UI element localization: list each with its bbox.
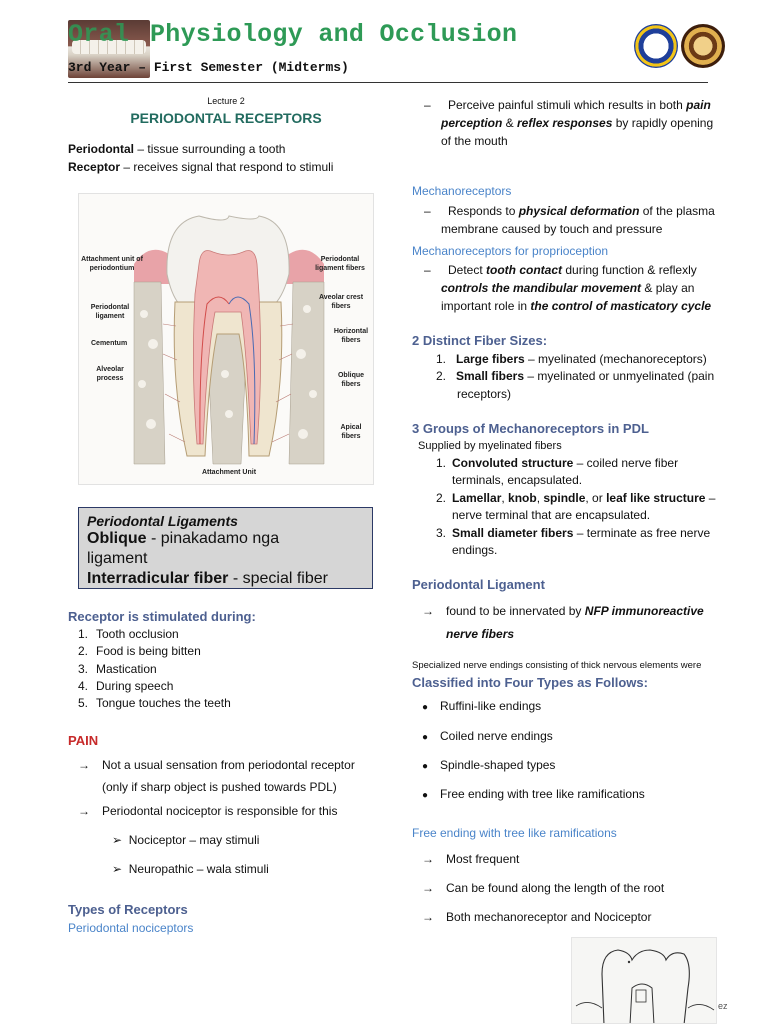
stimulated-heading: Receptor is stimulated during: [68,609,256,624]
type-coiled: ● Coiled nerve endings [422,729,553,743]
perceive-item-cont: perception & reflex responses by rapidly opening [441,116,714,130]
free-ending-heading: Free ending with tree like ramifications [412,826,617,840]
label-alveolar-crest-fibers: Aveolar crest fibers [318,294,364,310]
list-item: 2. Food is being bitten [78,644,201,659]
type-ruffini: ● Ruffini-like endings [422,699,542,713]
course-subtitle: 3rd Year – First Semester (Midterms) [68,60,349,75]
label-attachment-unit: Attachment Unit [201,469,257,476]
groups-note: Supplied by myelinated fibers [418,440,562,452]
list-item: 1. Tooth occlusion [78,627,179,641]
pain-item-usual-sensation-cont: (only if sharp object is pushed towards PDL) [102,780,337,794]
list-item: 4. During speech [78,678,174,693]
free-item-both: → Both mechanoreceptor and Nociceptor [422,910,652,924]
arrowhead-bullet-icon: ➢ [112,833,129,847]
tooth-anatomy-figure [78,193,374,485]
fiber-item-small-cont: receptors) [457,387,512,401]
list-item: 3. Mastication [78,661,157,676]
periodontal-ligaments-callout [78,507,373,589]
arrow-right-icon: → [422,881,434,895]
course-title-oral: Oral [68,20,130,49]
lecture-label: Lecture 2 [207,96,245,106]
classified-heading: Classified into Four Types as Follows: [412,675,648,690]
label-oblique-fibers: Oblique fibers [337,372,365,388]
definition-receptor: Receptor – receives signal that respond to stimuli [68,160,334,174]
bullet-dot-icon: ● [422,732,429,743]
group-item-lamellar: 2. Lamellar, knob, spindle, or leaf like structure – [436,491,716,505]
stimulated-list [78,626,231,712]
course-title-rest: Physiology and Occlusion [150,20,518,49]
label-periodontal-ligament: Periodontal ligament [90,304,130,320]
pdl-heading: Periodontal Ligament [412,577,545,592]
college-seal-icon [681,24,725,68]
list-item: 5. Tongue touches the teeth [78,696,231,711]
pain-heading: PAIN [68,733,99,748]
course-title [68,20,518,49]
perceive-item-cont2: of the mouth [441,134,508,148]
university-seal-icon [634,24,678,68]
type-free-ending: ● Free ending with tree like ramifications [422,787,645,801]
free-item-frequent: → Most frequent [422,852,520,866]
label-pdl-fibers: Periodontal ligament fibers [315,256,365,272]
pain-item-nociceptor: → Periodontal nociceptor is responsible for this [78,800,337,822]
callout-title: Periodontal Ligaments [87,513,238,529]
page-header [68,20,708,80]
label-horizontal-fibers: Horizontal fibers [333,328,369,344]
pain-sub-nociceptor: ➢ Nociceptor – may stimuli [112,833,260,847]
group-item-convoluted: 1. Convoluted structure – coiled nerve fiber [436,456,679,470]
label-apical-fibers: Apical fibers [340,424,362,440]
specialized-note: Specialized nerve endings consisting of thick nervous elements were [412,660,702,671]
tooth-sketch-drawing [572,938,717,1024]
arrow-right-icon: → [422,910,434,924]
definition-periodontal: Periodontal – tissue surrounding a tooth [68,142,286,156]
bullet-dot-icon: ● [422,702,429,713]
callout-line-oblique: Oblique - pinakadamo nga [87,530,280,547]
perceive-item: – Perceive painful stimuli which results in both pain [424,98,711,112]
free-item-length: → Can be found along the length of the root [422,881,665,895]
fiber-sizes-heading: 2 Distinct Fiber Sizes: [412,333,548,348]
header-divider [68,82,708,83]
types-subheading: Periodontal nociceptors [68,921,194,935]
pdl-item: → found to be innervated by NFP immunoreactive [422,600,722,622]
proprioception-heading: Mechanoreceptors for proprioception [412,244,609,258]
label-cementum: Cementum [91,340,128,347]
pain-item-usual-sensation: → Not a usual sensation from periodontal receptor [78,754,355,776]
fiber-item-large: 1. Large fibers – myelinated (mechanoreceptors) [436,352,707,366]
proprio-item-cont: controls the mandibular movement & play an [441,281,695,295]
callout-line-interradicular: Interradicular fiber - special fiber [87,570,328,587]
mechanoreceptors-heading: Mechanoreceptors [412,184,512,198]
pain-sub-neuropathic: ➢ Neuropathic – wala stimuli [112,862,269,876]
label-alveolar-process: Alveolar process [96,366,124,382]
groups-heading: 3 Groups of Mechanoreceptors in PDL [412,421,649,436]
group-item-convoluted-cont: terminals, encapsulated. [452,473,583,487]
label-attachment-unit-periodontium: Attachment unit of periodontium [81,256,143,272]
arrow-right-icon: → [422,604,434,618]
footer-fragment: ez [718,1001,728,1011]
group-item-lamellar-cont: nerve terminal that are encapsulated. [452,508,651,522]
pdl-item-cont: nerve fibers [446,627,515,641]
arrowhead-bullet-icon: ➢ [112,862,129,876]
group-item-small-diameter-cont: endings. [452,543,498,557]
proprio-item: – Detect tooth contact during function & reflexly [424,263,697,277]
group-item-small-diameter: 3. Small diameter fibers – terminate as free nerve [436,526,711,540]
callout-line-ligament: ligament [87,550,148,567]
mech-item: – Responds to physical deformation of the plasma [424,204,715,218]
type-spindle: ● Spindle-shaped types [422,758,556,772]
mech-item-cont: membrane caused by touch and pressure [441,222,663,236]
section-title: PERIODONTAL RECEPTORS [130,110,322,126]
arrow-right-icon: → [422,852,434,866]
types-heading: Types of Receptors [68,902,188,917]
arrow-right-icon: → [78,804,90,818]
tooth-sketch-image [571,937,717,1024]
fiber-item-small: 2. Small fibers – myelinated or unmyelinated (pain [436,369,715,383]
bullet-dot-icon: ● [422,761,429,772]
arrow-right-icon: → [78,758,90,772]
proprio-item-cont2: important role in the control of masticatory cycle [441,299,712,313]
bullet-dot-icon: ● [422,790,429,801]
